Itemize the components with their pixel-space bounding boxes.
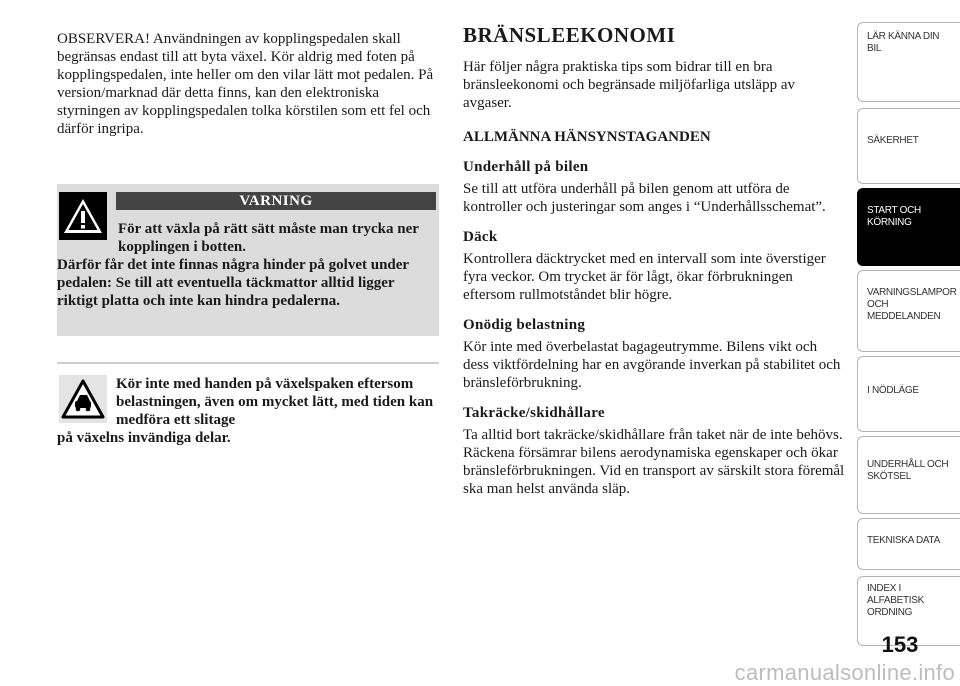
tab-label: LÄR KÄNNA DIN: [867, 31, 940, 42]
item-list: [463, 158, 845, 498]
item-text: Kör inte med överbelastat bagageutrymme. Bilens vikt och dess viktfördelning har en avgörande inverkan på stabilitet och bränsleförbrukning.: [463, 339, 841, 391]
tab-label: SÄKERHET: [867, 135, 919, 146]
tab-label: I NÖDLÄGE: [867, 385, 919, 396]
tab-label: INDEX I: [867, 583, 902, 594]
page-number: 153: [881, 632, 919, 657]
observera-paragraph: OBSERVERA! Användningen av kopplingspedalen skall begränsas endast till att byta växel. Kör aldrig med foten på kopplingspedalen, inte heller om den vilar lätt mot pedalen. På version/marknad där detta finns, kan den elektroniska styrningen av kopplingspedalen tolka körstilen som ett fel och därför ingripa.: [57, 31, 434, 137]
tab-label: MEDDELANDEN: [867, 311, 941, 322]
tab-underhall-och-skotsel[interactable]: [857, 436, 960, 514]
chapter-tabs: [857, 22, 960, 622]
note-text-rest: på växelns invändiga delar.: [57, 430, 231, 446]
tab-label: UNDERHÅLL OCH: [867, 459, 949, 470]
tab-label: SKÖTSEL: [867, 471, 912, 482]
left-column: [57, 30, 439, 138]
tab-label: ORDNING: [867, 607, 913, 618]
divider: [57, 362, 439, 364]
tab-label: VARNINGSLAMPOR: [867, 287, 957, 298]
tab-label: ALFABETISK: [867, 595, 925, 606]
note-text: [57, 375, 439, 447]
warning-text-rest: Därför får det inte finnas några hinder på golvet under pedalen: Se till att eventuella täckmattor alltid ligger riktigt platta och inte kan hindra pedalerna.: [57, 257, 409, 309]
subsection-title: ALLMÄNNA HÄNSYNSTAGANDEN: [463, 129, 711, 145]
warning-title: VARNING: [116, 192, 436, 210]
tab-i-nodlage[interactable]: [857, 356, 960, 432]
note-text-indent: Kör inte med handen på växelspaken eftersom belastningen, även om mycket lätt, med tiden kan medföra ett slitage: [116, 376, 434, 428]
item-heading: Underhåll på bilen: [463, 159, 589, 175]
tab-lar-kanna-din-bil[interactable]: [857, 22, 960, 102]
item-text: Ta alltid bort takräcke/skidhållare från taket när de inte behövs. Räckena försämrar bilens aerodynamiska egenskaper och ökar bränsleförbrukningen. Vid en transport av särskilt stora föremål ska man helst använda släp.: [463, 427, 845, 497]
tab-label: START OCH: [867, 205, 921, 216]
list-item: [463, 158, 845, 216]
list-item: [463, 228, 845, 304]
tab-label: BIL: [867, 43, 882, 54]
tab-label: OCH: [867, 299, 889, 310]
list-item: [463, 316, 845, 392]
section-title: BRÄNSLEEKONOMI: [463, 23, 676, 47]
watermark: carmanualsonline.info: [734, 660, 955, 685]
item-text: Se till att utföra underhåll på bilen genom att utföra de kontroller och justeringar som anges i “Underhållsschemat”.: [463, 181, 826, 215]
tab-label: TEKNISKA DATA: [867, 535, 940, 546]
warning-text-indent: För att växla på rätt sätt måste man trycka ner kopplingen i botten.: [118, 221, 419, 255]
item-text: Kontrollera däcktrycket med en intervall som inte överstiger fyra veckor. Om trycket är för lågt, ökar förbrukningen eftersom rullmotståndet blir högre.: [463, 251, 826, 303]
tab-varningslampor[interactable]: [857, 270, 960, 352]
intro-paragraph: Här följer några praktiska tips som bidrar till en bra bränsleekonomi och begränsade miljöfarliga utsläpp av avgaser.: [463, 59, 795, 111]
tab-tekniska-data[interactable]: [857, 518, 960, 570]
warning-box: [57, 184, 439, 336]
tab-label: KÖRNING: [867, 217, 912, 228]
item-heading: Däck: [463, 229, 498, 245]
item-heading: Onödig belastning: [463, 317, 586, 333]
tab-sakerhet[interactable]: [857, 108, 960, 184]
warning-text: [57, 220, 437, 310]
tab-start-och-korning[interactable]: [857, 188, 960, 266]
list-item: [463, 404, 845, 498]
item-heading: Takräcke/skidhållare: [463, 405, 605, 421]
right-column: [463, 22, 845, 498]
